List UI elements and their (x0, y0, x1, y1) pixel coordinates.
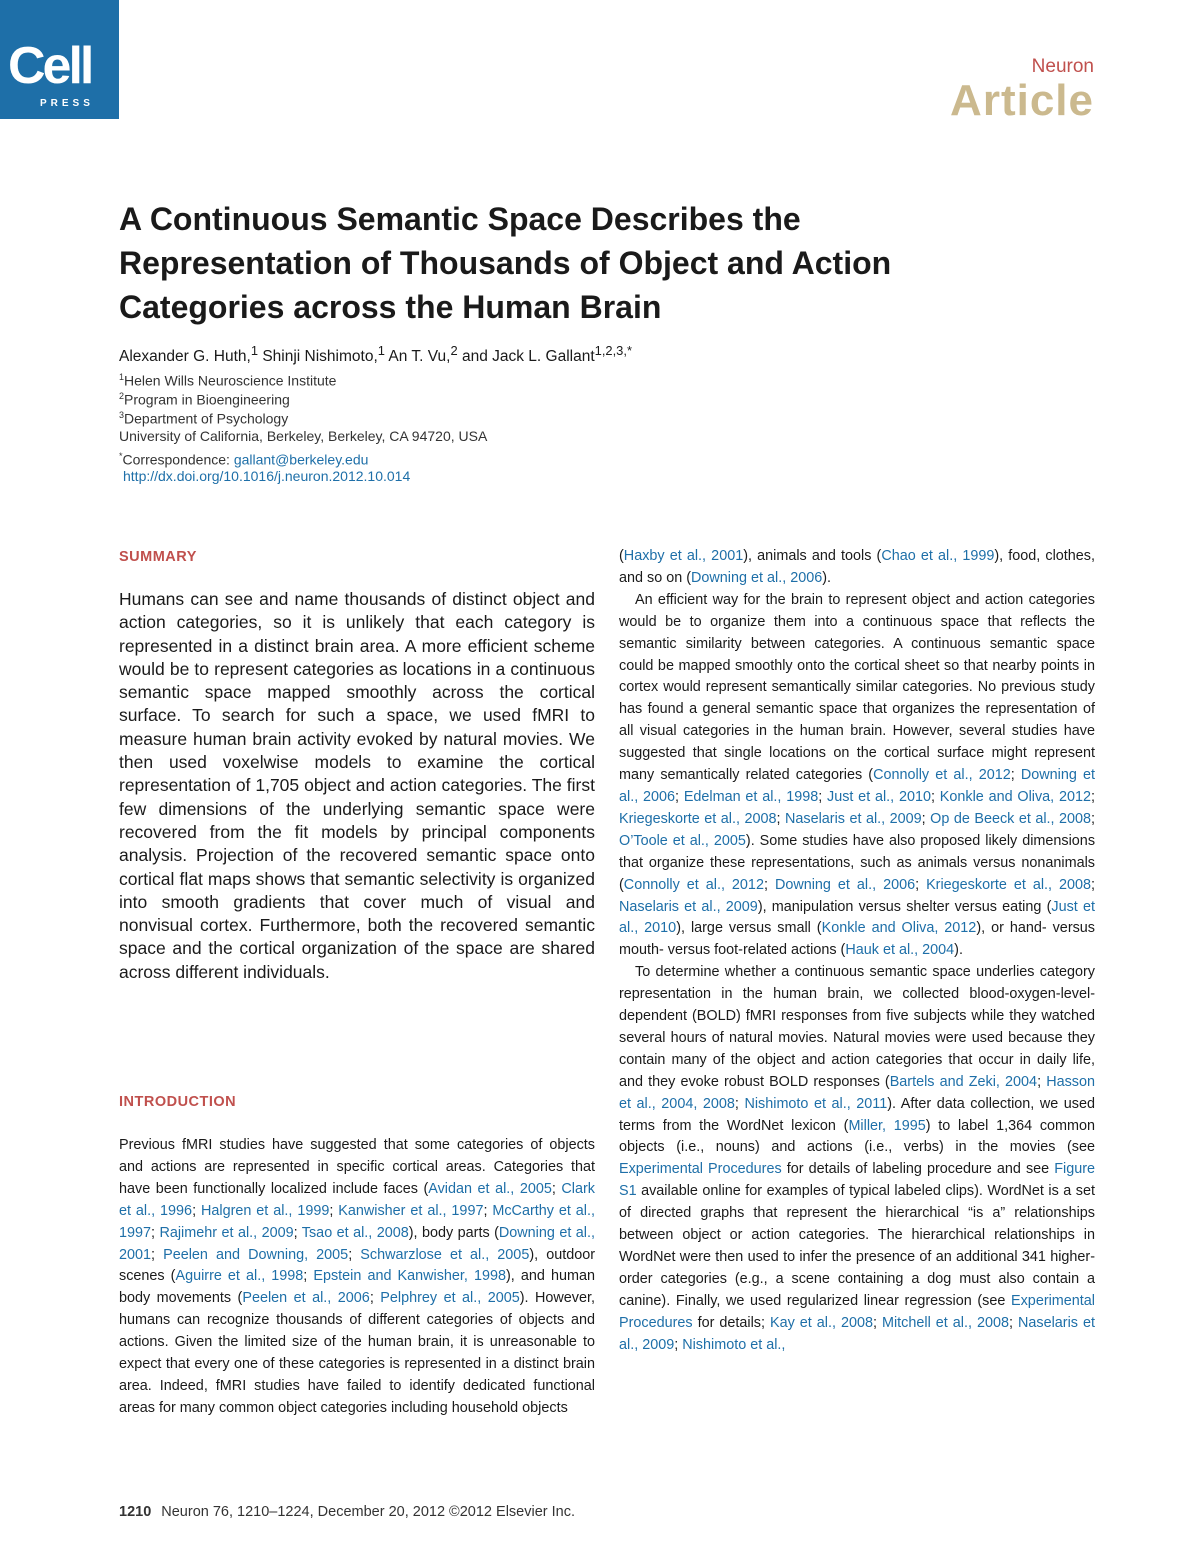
text-run: ; (818, 788, 827, 805)
summary-text: Humans can see and name thousands of distinct object and action categories, so it is unlikely that each category is represented in a distinct brain area. A more efficient scheme would be to represent categories as locations in a continuous semantic space mapped smoothly across the cortical surface. To search for such a space, we used fMRI to measure human brain activity evoked by natural movies. We then used voxelwise models to examine the cortical representation of 1,705 object and action categories. The first few dimensions of the underlying semantic space were recovered from the fit models by principal components analysis. Projection of the recovered semantic space onto cortical flat maps shows that semantic selectivity is organized into smooth gradients that cover much of visual and nonvisual cortex. Furthermore, both the recovered semantic space and the cortical organization of the space are shared across different individuals. (119, 589, 595, 982)
citation-link[interactable]: Connolly et al., 2012 (623, 876, 764, 893)
text-run: ), food, clothes, and so on ( (619, 548, 1096, 586)
right-paragraph-2 (619, 590, 1095, 962)
correspondence-label: Correspondence: (122, 451, 234, 468)
text-run: available online for examples of typical labeled clips). WordNet is a set of directed graphs that represent the hierarchical “is a” relationships between object or action categories. The hierarchical relationships in WordNet were then used to infer the presence of an additional 341 higher-order categories (e.g., a scene containing a dog must also contain a canine). Finally, we used regularized linear regression (see (619, 1183, 1095, 1309)
citation-link[interactable]: Naselaris et al., 2009 (619, 898, 758, 915)
doi-link[interactable]: http://dx.doi.org/10.1016/j.neuron.2012.10.014 (123, 468, 411, 484)
text-run: ; (151, 1246, 164, 1263)
text-run: ; (1091, 876, 1096, 893)
author-name: An T. Vu, (388, 348, 451, 366)
doi-line (123, 466, 410, 486)
text-run: ; (763, 876, 775, 893)
citation-link[interactable]: Epstein and Kanwisher, 1998 (313, 1268, 507, 1285)
text-run: ), large versus small ( (676, 920, 822, 937)
journal-citation: Neuron 76, 1210–1224, December 20, 2012 ©2012 Elsevier Inc. (161, 1504, 575, 1520)
text-run: ). However, humans can recognize thousands of different categories of objects and actions. Given the limited size of the human brain, it is unreasonable to expect that every one of these categories is represented in a distinct brain area. Indeed, fMRI studies have failed to identify dedicated functional areas for many common object categories including household objects (119, 1290, 596, 1416)
author-affiliation-mark: 1 (250, 343, 259, 358)
text-run: ; (734, 1095, 745, 1112)
author-name: and Jack L. Gallant (461, 348, 595, 366)
affiliation-mark: 1 (119, 372, 125, 382)
text-run: ), and human body movements ( (119, 1268, 595, 1307)
citation-link[interactable]: Naselaris et al., 2009 (619, 1314, 1095, 1353)
author-name: Alexander G. Huth, (119, 348, 251, 366)
text-run: ; (348, 1246, 361, 1263)
experimental-procedures-link[interactable]: Experimental Procedures (619, 1161, 782, 1178)
text-run: ; (1037, 1073, 1047, 1090)
citation-link[interactable]: Rajimehr et al., 2009 (159, 1224, 294, 1241)
cell-press-logo (0, 0, 119, 119)
citation-link[interactable]: Downing et al., 2006 (774, 876, 916, 893)
author-affiliation-mark: 1,2,3,* (594, 343, 632, 358)
citation-link[interactable]: Avidan et al., 2005 (428, 1180, 552, 1197)
citation-link[interactable]: Miller, 1995 (848, 1117, 926, 1134)
text-run: ), body parts ( (408, 1224, 499, 1241)
journal-name: Neuron (1031, 56, 1094, 77)
text-run: ; (1010, 767, 1021, 784)
affiliation-text: Department of Psychology (124, 410, 289, 427)
citation-link[interactable]: Kay et al., 2008 (769, 1314, 873, 1331)
correspondence-mark: * (119, 451, 123, 461)
citation-link[interactable]: Op de Beeck et al., 2008 (930, 810, 1092, 827)
citation-link[interactable]: Hasson et al., 2004, 2008 (619, 1073, 1095, 1112)
right-paragraph-3 (619, 962, 1095, 1356)
author-name: Shinji Nishimoto, (262, 348, 378, 366)
citation-link[interactable]: Just et al., 2010 (619, 898, 1095, 937)
citation-link[interactable]: Downing et al., 2006 (691, 569, 823, 586)
affiliation-text: Helen Wills Neuroscience Institute (124, 372, 337, 389)
text-run: for details of labeling procedure and see (781, 1161, 1055, 1178)
text-run: ), animals and tools ( (743, 548, 882, 564)
citation-link[interactable]: Hauk et al., 2004 (845, 942, 955, 959)
intro-paragraph (119, 1135, 595, 1420)
citation-link[interactable]: Peelen et al., 2006 (242, 1290, 370, 1307)
text-run: ; (303, 1268, 314, 1285)
text-run: ( (619, 548, 624, 564)
citation-link[interactable]: Downing et al., 2001 (119, 1224, 595, 1263)
paper-title: A Continuous Semantic Space Describes the Representation of Thousands of Object and Action Categories across the Human Brain (119, 201, 892, 325)
citation-link[interactable]: Nishimoto et al., (682, 1336, 786, 1353)
citation-link[interactable]: Konkle and Oliva, 2012 (821, 920, 977, 937)
text-run: ; (369, 1290, 381, 1307)
citation-link[interactable]: Connolly et al., 2012 (873, 767, 1011, 784)
text-run: for details; (692, 1314, 770, 1331)
citation-link[interactable]: Kriegeskorte et al., 2008 (619, 810, 777, 827)
citation-link[interactable]: Kanwisher et al., 1997 (338, 1202, 484, 1219)
citation-link[interactable]: McCarthy et al., 1997 (119, 1202, 595, 1241)
text-run: ; (293, 1224, 302, 1241)
text-run: ; (1091, 788, 1095, 805)
citation-link[interactable]: Mitchell et al., 2008 (882, 1314, 1009, 1331)
experimental-procedures-link[interactable]: Experimental Procedures (619, 1292, 1095, 1331)
correspondence-email-link[interactable]: gallant@berkeley.edu (233, 451, 369, 468)
citation-link[interactable]: Tsao et al., 2008 (301, 1224, 409, 1241)
citation-link[interactable]: Halgren et al., 1999 (200, 1202, 330, 1219)
citation-link[interactable]: Aguirre et al., 1998 (175, 1268, 304, 1285)
text-run: ) to label 1,364 common objects (i.e., nouns) and actions (i.e., verbs) in the movies (see (619, 1117, 1095, 1156)
right-column (619, 546, 1095, 1357)
text-run: ; (151, 1224, 160, 1241)
citation-link[interactable]: Nishimoto et al., 2011 (744, 1095, 888, 1112)
text-run: ; (551, 1180, 562, 1197)
university-address: University of California, Berkeley, Berkeley, CA 94720, USA (119, 428, 488, 444)
text-run: ; (329, 1202, 339, 1219)
text-run: ). (822, 569, 832, 586)
affiliation-mark: 3 (119, 410, 125, 420)
citation-link[interactable]: Just et al., 2010 (827, 788, 931, 805)
citation-link[interactable]: Haxby et al., 2001 (623, 548, 744, 564)
text-run: ; (674, 1336, 683, 1353)
right-paragraph-1 (619, 546, 1095, 590)
text-run: ; (1009, 1314, 1018, 1331)
citation-link[interactable]: Chao et al., 1999 (881, 548, 995, 564)
text-run: An efficient way for the brain to represent object and action categories would be to organize them into a continuous space that reflects the semantic similarity between categories. A continuous semantic space could be mapped smoothly onto the cortical sheet so that nearby points in cortex would represent semantically similar categories. No previous study has found a general semantic space that organizes the representation of all visual categories in the human brain. However, several studies have suggested that single locations on the cortical surface might represent many semantically related categories ( (619, 591, 1095, 784)
introduction-heading: INTRODUCTION (119, 1094, 237, 1110)
text-run: ; (675, 788, 684, 805)
page-footer (119, 1504, 575, 1520)
text-run: ), or hand- versus mouth- versus foot-related actions ( (619, 920, 1096, 959)
author-affiliation-mark: 2 (450, 343, 458, 358)
citation-link[interactable]: Peelen and Downing, 2005 (163, 1246, 349, 1263)
affiliation-text: Program in Bioengineering (124, 391, 290, 408)
citation-link[interactable]: O’Toole et al., 2005 (619, 832, 746, 849)
figure-s1-link[interactable]: Figure S1 (619, 1161, 1096, 1200)
citation-link[interactable]: Schwarzlose et al., 2005 (360, 1246, 530, 1263)
text-run: ; (931, 788, 940, 805)
logo-wordmark: Cell (8, 37, 92, 95)
citation-link[interactable]: Pelphrey et al., 2005 (380, 1290, 520, 1307)
citation-link[interactable]: Downing et al., 2006 (619, 767, 1096, 805)
text-run: ; (776, 810, 785, 827)
author-affiliation-mark: 1 (377, 343, 385, 358)
text-run: ; (1091, 810, 1096, 827)
text-run: ; (873, 1314, 882, 1331)
citation-link[interactable]: Konkle and Oliva, 2012 (939, 788, 1091, 805)
citation-link[interactable]: Kriegeskorte et al., 2008 (926, 876, 1092, 893)
text-run: Previous fMRI studies have suggested that some categories of objects and actions are represented in specific cortical areas. Categories that have been functionally localized include faces ( (119, 1137, 595, 1197)
text-run: ). Some studies have also proposed likely dimensions that organize these representations, such as animals versus nonanimals ( (619, 832, 1096, 893)
citation-link[interactable]: Edelman et al., 1998 (683, 788, 819, 805)
text-run: ). (954, 942, 963, 959)
logo-subtitle: PRESS (40, 98, 94, 109)
citation-link[interactable]: Clark et al., 1996 (119, 1180, 595, 1219)
text-run: ; (921, 810, 931, 827)
text-run: ). After data collection, we used terms from the WordNet lexicon ( (619, 1095, 1096, 1134)
citation-link[interactable]: Bartels and Zeki, 2004 (889, 1073, 1038, 1090)
text-run: ), manipulation versus shelter versus eating ( (757, 898, 1052, 915)
text-run: ; (192, 1202, 201, 1219)
text-run: To determine whether a continuous semantic space underlies category representation in the human brain, we collected blood-oxygen-level-dependent (BOLD) fMRI responses from five subjects while they watched several hours of natural movies. Natural movies were used because they contain many of the object and action categories that occur in daily life, and they evoke robust BOLD responses ( (619, 964, 1095, 1090)
text-run: ; (483, 1202, 493, 1219)
text-run: ), outdoor scenes ( (119, 1246, 596, 1285)
text-run: ; (915, 876, 927, 893)
citation-link[interactable]: Naselaris et al., 2009 (784, 810, 922, 827)
author-list (119, 343, 632, 366)
summary-heading: SUMMARY (119, 549, 197, 565)
page-number: 1210 (119, 1504, 152, 1520)
article-type: Article (950, 76, 1094, 125)
affiliation-mark: 2 (119, 391, 125, 401)
